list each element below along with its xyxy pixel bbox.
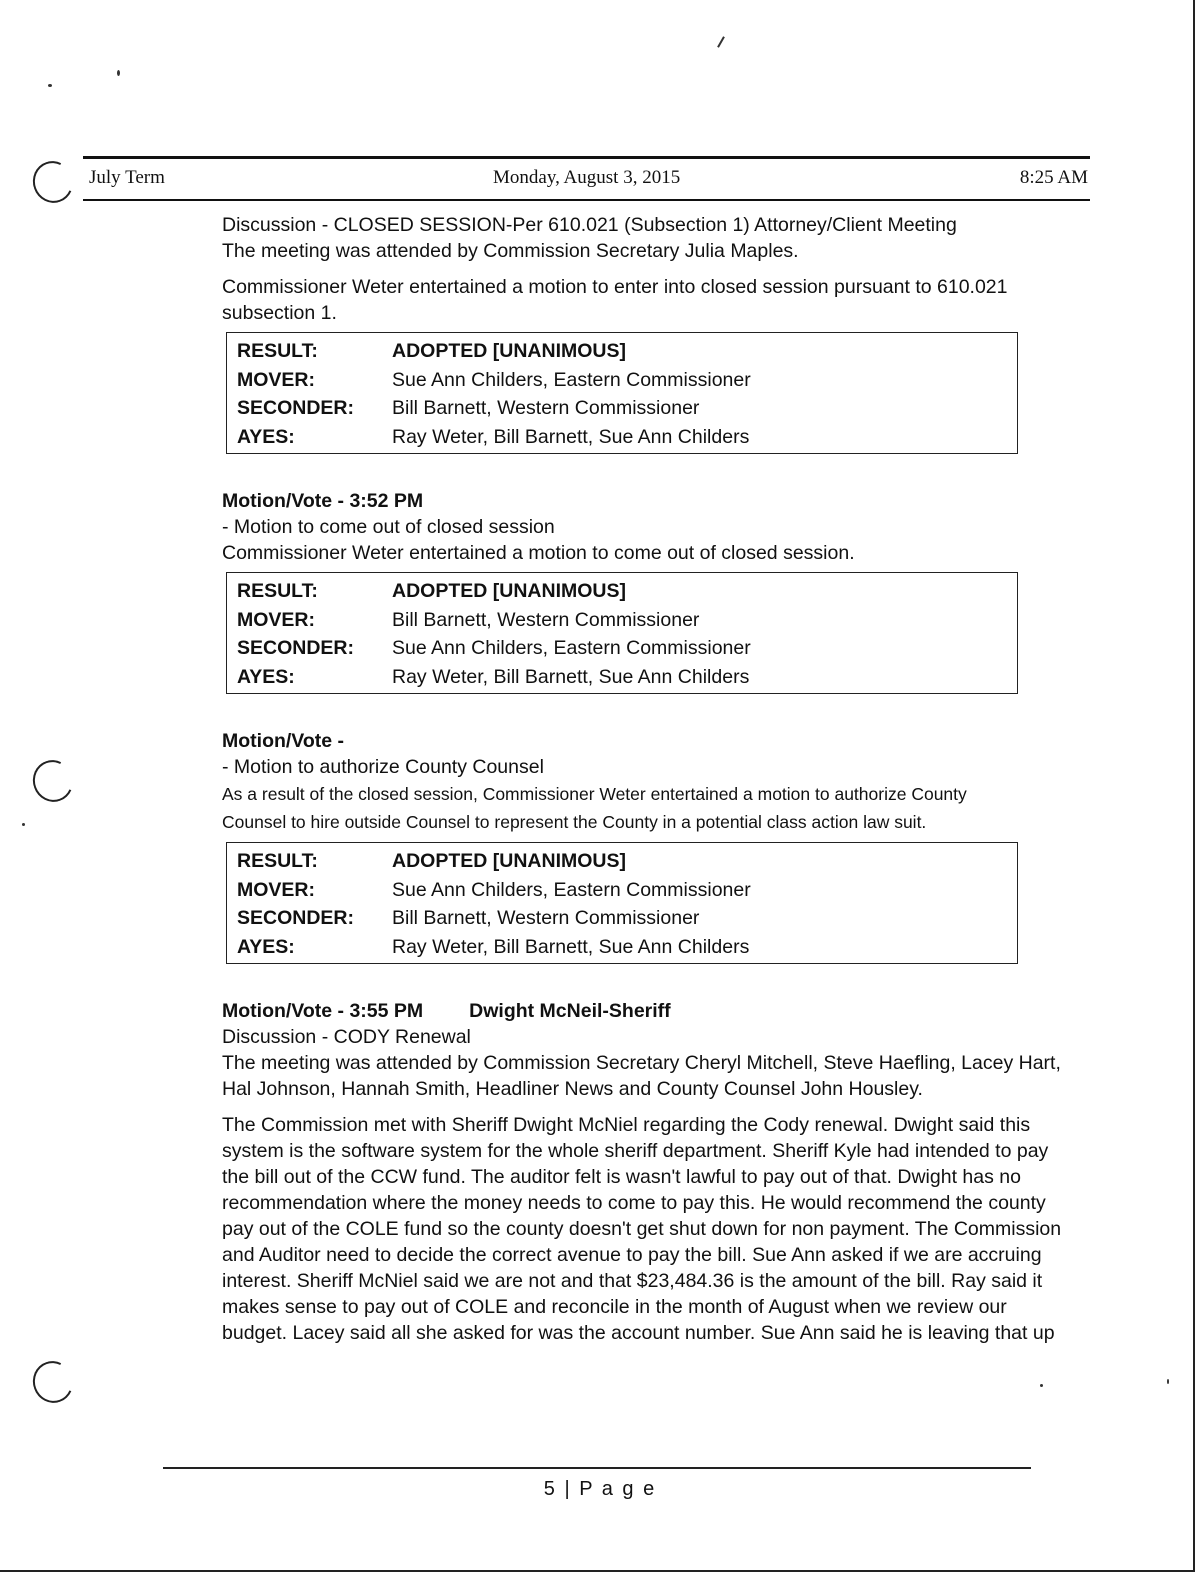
vote-table [226,842,1018,964]
vote-row-seconder [227,394,1017,423]
vote-table [226,332,1018,454]
vote-label: MOVER: [237,878,315,901]
vote-result: ADOPTED [UNANIMOUS] [392,850,626,873]
vote-label: AYES: [237,935,295,958]
vote-ayes: Ray Weter, Bill Barnett, Sue Ann Childers [392,665,750,688]
vote-label: SECONDER: [237,397,355,420]
vote-label: MOVER: [237,368,315,391]
vote-result: ADOPTED [UNANIMOUS] [392,340,626,363]
vote-ayes: Ray Weter, Bill Barnett, Sue Ann Childers [392,935,750,958]
page-number: 5 | P a g e [543,1478,657,1500]
vote-mover: Sue Ann Childers, Eastern Commissioner [392,878,751,901]
closed-session-discussion: Discussion - CLOSED SESSION-Per 610.021 (Subsection 1) Attorney/Client Meeting [222,214,957,236]
vote-row-mover [227,876,1017,905]
motion-section [222,488,1062,694]
vote-label: SECONDER: [237,637,355,660]
cody-attended: The meeting was attended by Commission Secretary Cheryl Mitchell, Steve Haefling, Lacey Hart, Hal Johnson, Hannah Smith, Headliner News and County Counsel John Housley. [222,1052,1061,1100]
motion-text: As a result of the closed session, Commissioner Weter entertained a motion to authorize County [222,784,967,804]
vote-label: AYES: [237,665,295,688]
vote-ayes: Ray Weter, Bill Barnett, Sue Ann Childers [392,425,750,448]
vote-row-mover [227,366,1017,395]
closed-session-attended: The meeting was attended by Commission Secretary Julia Maples. [222,240,799,262]
vote-row-seconder [227,634,1017,663]
motion-section [222,728,1062,964]
vote-row-result [227,337,1017,366]
vote-mover: Sue Ann Childers, Eastern Commissioner [392,368,751,391]
scan-speck [1040,1384,1043,1387]
vote-seconder: Sue Ann Childers, Eastern Commissioner [392,637,751,660]
vote-row-ayes [227,423,1017,452]
scan-speck [1167,1379,1169,1384]
vote-row-result [227,577,1017,606]
footer-rule [163,1467,1031,1469]
vote-label: RESULT: [237,850,318,873]
motion-heading-presenter: Dwight McNeil-Sheriff [469,1000,671,1022]
motion-text: Commissioner Weter entertained a motion to come out of closed session. [222,542,855,564]
motion-subtitle: - Motion to come out of closed session [222,516,555,538]
header-term: July Term [89,167,165,188]
vote-label: AYES: [237,425,295,448]
page-header [83,156,1090,201]
vote-label: RESULT: [237,340,318,363]
vote-row-mover [227,606,1017,635]
vote-seconder: Bill Barnett, Western Commissioner [392,907,700,930]
closed-session-motion: Commissioner Weter entertained a motion to enter into closed session pursuant to 610.021 subsection 1. [222,276,1008,324]
header-date: Monday, August 3, 2015 [493,167,681,188]
minutes-content [222,212,1062,1346]
vote-label: RESULT: [237,580,318,603]
vote-label: SECONDER: [237,907,355,930]
motion-heading [222,998,1062,1024]
vote-row-ayes [227,933,1017,962]
vote-seconder: Bill Barnett, Western Commissioner [392,397,700,420]
vote-row-result [227,847,1017,876]
vote-table [226,572,1018,694]
vote-row-ayes [227,663,1017,692]
scan-speck [117,70,120,76]
cody-discussion: Discussion - CODY Renewal [222,1026,471,1048]
motion-heading-time: Motion/Vote - 3:55 PM [222,1000,424,1022]
motion-text: Counsel to hire outside Counsel to represent the County in a potential class action law suit. [222,812,927,832]
vote-result: ADOPTED [UNANIMOUS] [392,580,626,603]
vote-label: MOVER: [237,608,315,631]
cody-body: The Commission met with Sheriff Dwight McNiel regarding the Cody renewal. Dwight said this system is the software system for the whole sheriff department. Sheriff Kyle had intended to pay the bill out of the CCW fund. The auditor felt is wasn't lawful to pay out of that. Dwight has no recommendation where the money needs to come to pay this. He would recommend the county pay out of the COLE fund so the county doesn't get shut down for non payment. The Commission and Auditor need to decide the correct avenue to pay the bill. Sue Ann asked if we are accruing interest. Sheriff McNiel said we are not and that $23,484.36 is the amount of the bill. Ray said it makes sense to pay out of COLE and reconcile in the month of August when we review our budget. Lacey said all she asked for was the account number. Sue Ann said he is leaving that up [222,1114,1062,1344]
motion-subtitle: - Motion to authorize County Counsel [222,756,544,778]
scan-speck [22,823,25,826]
motion-heading: Motion/Vote - [222,730,345,752]
motion-section [222,998,1062,1346]
scan-speck [48,84,52,87]
vote-row-seconder [227,904,1017,933]
header-time: 8:25 AM [1019,167,1088,188]
vote-mover: Bill Barnett, Western Commissioner [392,608,700,631]
motion-heading: Motion/Vote - 3:52 PM [222,490,424,512]
